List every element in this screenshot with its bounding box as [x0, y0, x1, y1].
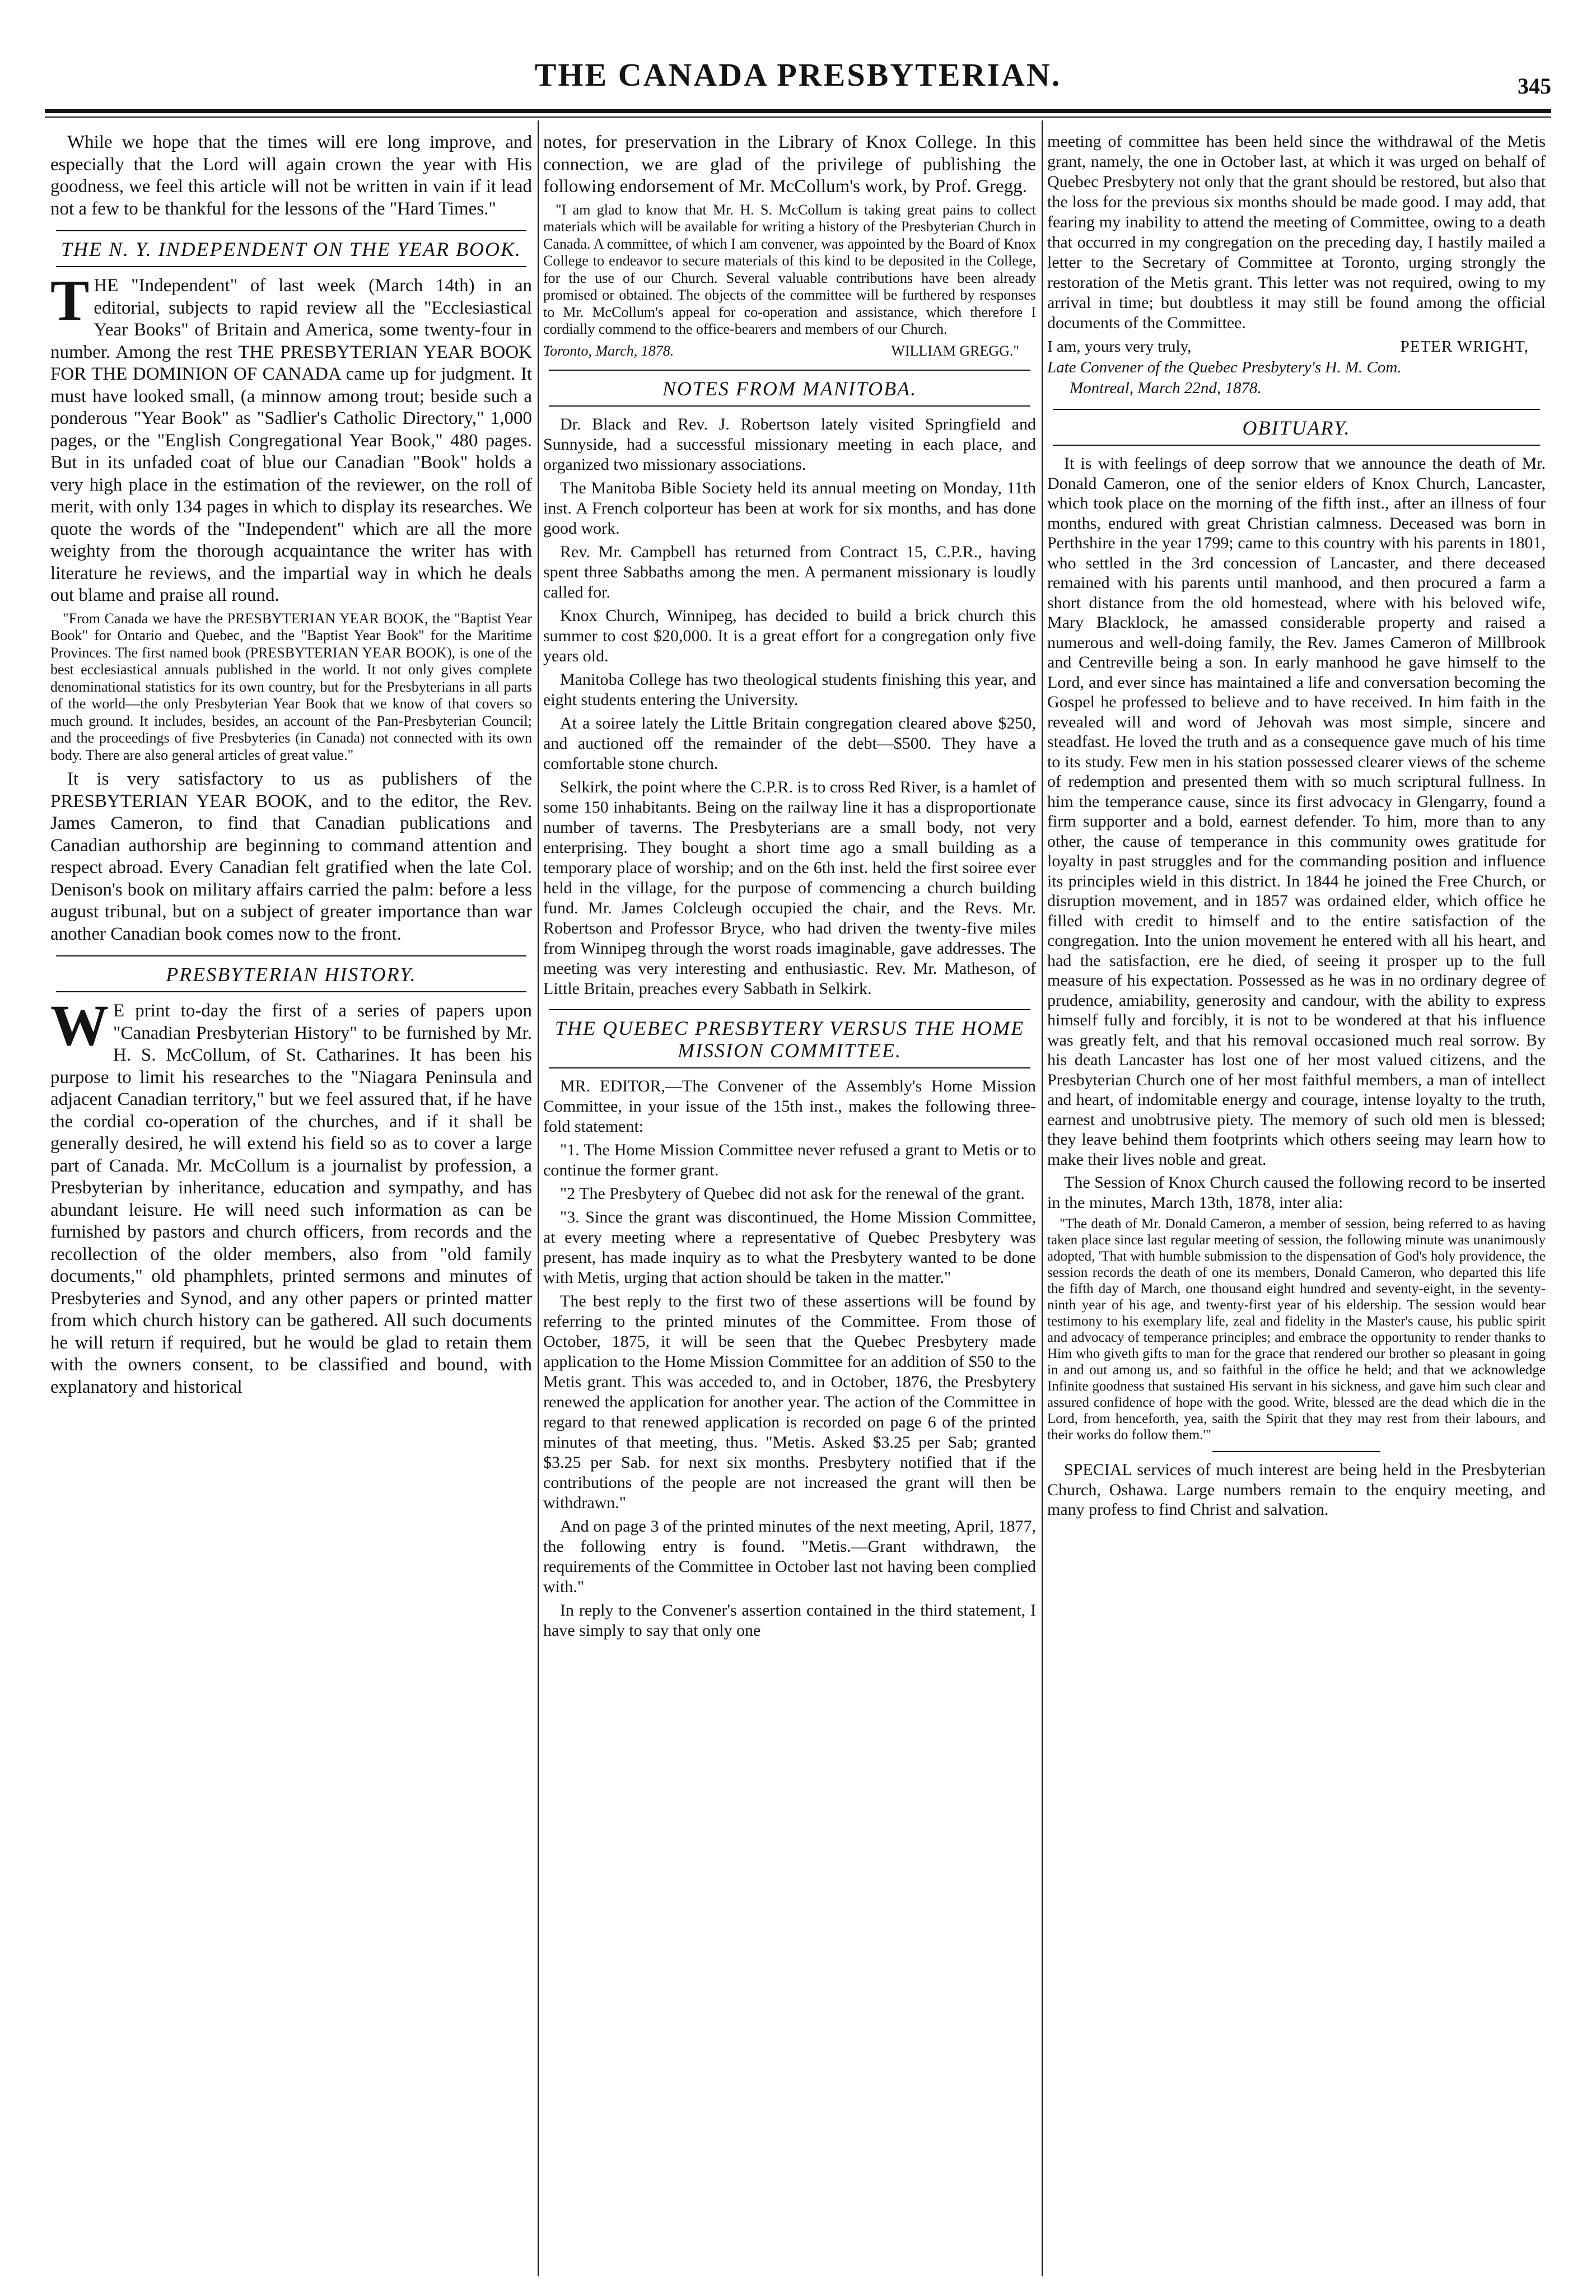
independent-quote: "From Canada we have the PRESBYTERIAN YEAR BOOK, the "Baptist Year Book" for Ontario and Quebec, and the "Baptist Year Book" for the Maritime Provinces. The first named book (PRESBYTERIAN YEAR BOOK), is one of the best ecclesiastical annuals published in the world. It not only gives complete denominational statistics for its own country, but for the Presbyterians in all parts of the world—the only Presbyterian Year Book that we know of that covers so much ground. It includes, besides, an account of the Pan-Presbyterian Council; and the proceedings of five Presbyteries (in Canada) not connected with its own body. There are also general articles of great value."	[50, 610, 532, 763]
separator-rule	[1212, 1451, 1380, 1452]
manitoba-note: Rev. Mr. Campbell has returned from Contract 15, C.P.R., having spent three Sabbaths among the men. A permanent missionary is loudly called for.	[543, 543, 1036, 601]
manitoba-note: Dr. Black and Rev. J. Robertson lately visited Springfield and Sunnyside, had a successful missionary meeting in each place, and organized two missionary associations.	[543, 415, 1036, 474]
manitoba-note: Knox Church, Winnipeg, has decided to build a brick church this summer to cost $20,000. It is a great effort for a congregation only five years old.	[543, 606, 1036, 665]
heading-independent-year-book: THE N. Y. INDEPENDENT ON THE YEAR BOOK.	[56, 230, 526, 267]
history-continued-paragraph: notes, for preservation in the Library of Knox College. In this connection, we are glad of the privilege of publishing the following endorsement of Mr. McCollum's work, by Prof. Gregg.	[543, 132, 1036, 197]
gregg-signature	[543, 343, 1036, 360]
heading-obituary: OBITUARY.	[1053, 409, 1540, 446]
oshawa-notice: SPECIAL services of much interest are being held in the Presbyterian Church, Oshawa. Large numbers remain to the enquiry meeting, and many profess to find Christ and salvation.	[1047, 1460, 1546, 1519]
column-2	[543, 132, 1036, 2276]
heading-quebec-presbytery: THE QUEBEC PRESBYTERY VERSUS THE HOME MISSION COMMITTEE.	[549, 1009, 1030, 1068]
masthead-title: THE CANADA PRESBYTERIAN.	[534, 57, 1062, 93]
heading-notes-from-manitoba: NOTES FROM MANITOBA.	[549, 370, 1030, 407]
drop-cap-t: T	[50, 268, 90, 333]
quebec-letter-paragraph: MR. EDITOR,—The Convener of the Assembly's Home Mission Committee, in your issue of the 15th inst., makes the following three-fold statement:	[543, 1077, 1036, 1136]
masthead-rule-thin	[45, 116, 1551, 118]
column-3	[1047, 132, 1546, 2276]
column-1	[50, 132, 532, 2276]
letter-place-date: Montreal, March 22nd, 1878.	[1070, 379, 1262, 397]
quebec-letter-paragraph: "2 The Presbytery of Quebec did not ask for the renewal of the grant.	[560, 1184, 1025, 1203]
manitoba-note: At a soiree lately the Little Britain congregation cleared above $250, and auctioned off the remainder of the debt—$500. They have a comfortable stone church.	[543, 714, 1036, 773]
column-divider-1	[538, 120, 539, 2276]
quebec-letter-paragraph: "1. The Home Mission Committee never refused a grant to Metis or to continue the former grant.	[543, 1141, 1036, 1179]
quebec-letter-paragraph: "3. Since the grant was discontinued, the Home Mission Committee, at every meeting where a representative of Quebec Presbytery was present, has made inquiry as to what the Presbytery wanted to be done with Metis, urging that action should be taken in the matter."	[543, 1208, 1036, 1287]
quebec-letter-paragraph: In reply to the Convener's assertion contained in the third statement, I have simply to say that only one	[543, 1601, 1036, 1640]
gregg-endorsement-quote: "I am glad to know that Mr. H. S. McCollum is taking great pains to collect materials which will be available for writing a history of the Presbyterian Church in Canada. A committee, of which I am convener, was appointed by the Board of Knox College to endeavor to secure materials of this kind to be deposited in the College, for the use of our Church. Several valuable contributions have been already promised or obtained. The objects of the committee will be furthered by responses to Mr. McCollum's appeal for co-operation and assistance, which therefore I cordially commend to the office-bearers and members of our Church.	[543, 201, 1036, 337]
quebec-letter-paragraph: And on page 3 of the printed minutes of the next meeting, April, 1877, the following entry is found. "Metis.—Grant withdrawn, the requirements of the Committee in October last not having been complied with."	[543, 1517, 1036, 1596]
satisfactory-paragraph: It is very satisfactory to us as publishers of the PRESBYTERIAN YEAR BOOK, and to the editor, the Rev. James Cameron, to find that Canadian publications and Canadian authorship are beginning to command attention and respect abroad. Every Canadian felt gratified when the late Col. Denison's book on military affairs carried the palm: before a less august tribunal, but on a subject of greater importance than war another Canadian book comes now to the front.	[50, 769, 532, 944]
heading-presbyterian-history: PRESBYTERIAN HISTORY.	[56, 955, 526, 992]
independent-paragraph-text: HE "Independent" of last week (March 14th) in an editorial, subjects to rapid review all the "Ecclesiastical Year Books" of Britain and America, some twenty-four in number. Among the rest THE PRESBYTERIAN YEAR BOOK FOR THE DOMINION OF CANADA came up for judgment. It must have looked small, (a minnow among trout; beside such a ponderous "Year Book" as "Sadlier's Catholic Directory," 1,000 pages, or the "English Congregational Year Book," 480 pages. But in its unfaded coat of blue our Canadian "Book" holds a very high place in the estimation of the reviewer, on the roll of merit, with only 134 pages in which to display its researches. We quote the words of the "Independent" which are all the more weighty from the thorough acquaintance the writer has with literature he reviews, and the impartial way in which he deals out blame and praise all round.	[50, 276, 532, 605]
session-record-intro: The Session of Knox Church caused the following record to be inserted in the minutes, March 13th, 1878, inter alia:	[1047, 1173, 1546, 1212]
manitoba-note: Selkirk, the point where the C.P.R. is to cross Red River, is a hamlet of some 150 inhabitants. Being on the railway line it has a disproportionate number of taverns. The Presbyterians are a small body, not very enterprising. They bought a short time ago a small building as a temporary place of worship; and on the 6th inst. held the first soiree ever held in the village, for the purpose of commencing a church building fund. Mr. James Colcleugh occupied the chair, and the Revs. Mr. Robertson and Professor Bryce, who had driven the twenty-five miles from Winnipeg through the worst roads imaginable, gave addresses. The meeting was very interesting and enthusiastic. Rev. Mr. Matheson, of Little Britain, preaches every Sabbath in Selkirk.	[543, 778, 1036, 998]
masthead-rule-thick	[45, 109, 1551, 113]
quebec-letter-continued: meeting of committee has been held since the withdrawal of the Metis grant, namely, the one in October last, at which it was urged on behalf of Quebec Presbytery not only that the grant should be restored, but also that the loss for the previous six months should be made good. I may add, that fearing my inability to attend the meeting of Committee, owing to a death that occurred in my congregation on the preceding day, I hastily mailed a letter to the Secretary of Committee at Toronto, urging strongly the restoration of the Metis grant. This letter was not required, owing to my arrival in time; but doubtless it may still be found among the official documents of the Committee.	[1047, 132, 1546, 332]
intro-paragraph: While we hope that the times will ere long improve, and especially that the Lord will again crown the year with His goodness, we feel this article will not be written in vain if it lead not a few to be thankful for the lessons of the "Hard Times."	[50, 132, 532, 219]
drop-cap-w: W	[50, 993, 109, 1058]
session-minute-quote: "The death of Mr. Donald Cameron, a member of session, being referred to as having taken place since last regular meeting of session, the following minute was unanimously adopted, 'That with humble submission to the dispensation of God's holy providence, the session records the death of one its members, Donald Cameron, who departed this life the fifth day of March, one thousand eight hundred and seventy-eight, in the seventy-ninth year of his age, and twenty-first year of his eldership. The session would bear testimony to his exemplary life, zeal and fidelity in the Master's cause, his public spirit and advocacy of temperance principles; and embrace the opportunity to render thanks to Him who giveth gifts to man for the grace that rendered our brother so pleasant in going in and out among us, and so faithful in the office he held; and that we acknowledge Infinite goodness that sustained His servant in his sickness, and gave him such clear and assured confidence of hope with the good. Write, blessed are the dead which die in the Lord, from henceforth, yea, saith the Spirit that they may rest from their labours, and their works do follow them.'"	[1047, 1216, 1546, 1443]
page-number: 345	[1518, 73, 1551, 99]
manitoba-note: The Manitoba Bible Society held its annual meeting on Monday, 11th inst. A French colporteur has been at work for six months, and has done good work.	[543, 479, 1036, 538]
manitoba-note: Manitoba College has two theological students finishing this year, and eight students entering the University.	[543, 670, 1036, 709]
gregg-name: WILLIAM GREGG."	[891, 342, 1019, 359]
letter-closing: I am, yours very truly,	[1047, 338, 1192, 356]
letter-signoff	[1047, 337, 1546, 357]
letter-signer: PETER WRIGHT,	[1400, 338, 1529, 356]
masthead	[45, 50, 1551, 106]
gregg-place-date: Toronto, March, 1878.	[543, 342, 674, 359]
signer-title: Late Convener of the Quebec Presbytery's H. M. Com.	[1047, 358, 1402, 376]
column-divider-2	[1042, 120, 1043, 2276]
independent-paragraph	[50, 268, 532, 607]
obituary-paragraph: It is with feelings of deep sorrow that we announce the death of Mr. Donald Cameron, one of the senior elders of Knox Church, Lancaster, which took place on the morning of the fifth inst., after an illness of four months, endured with great Christian calmness. Deceased was born in Perthshire in the year 1799; came to this country with his parents in 1801, who settled in the 3rd concession of Lancaster, and there deceased remained with his parents until manhood, and then procured a farm a short distance from the old homestead, where with his beloved wife, Mary Blacklock, he amassed considerable property and raised a numerous and well-doing family, the Rev. James Cameron of Millbrook and Centreville being a son. In early manhood he gave himself to the Lord, and ever since has maintained a life and conversation becoming the Gospel he professed to believe and to have received. In him faith in the revealed will and word of Jehovah was most simple, sincere and steadfast. He loved the truth and as a consequence gave much of his time to its study. Few men in his station possessed clearer views of the scheme of redemption and presented them with so much scriptural fullness. In him the temperance cause, since its first advocacy in Glengarry, found a firm supporter and a bold, earnest defender. To him, more than to any other, the cause of temperance in this community owes gratitude for loyalty in past struggles and for the commanding position and influence its principles wield in this district. In 1844 he joined the Free Church, or disruption movement, and in 1857 was ordained elder, which office he filled with credit to himself and to the entire satisfaction of the congregation. Into the union movement he entered with all his heart, and had the satisfaction, ere he died, of seeing it prosper up to the full measure of his expectation. Possessed as he was in no ordinary degree of prudence, amiability, generosity and candour, with the ability to express himself fully and forcibly, it is not to be wondered at that his influence was greatly felt, and that his removal occasioned much real sorrow. By his death Lancaster has lost one of her most valued citizens, and the Presbyterian Church one of her most faithful members, a man of intellect and heart, of indomitable energy and courage, intense loyalty to the truth, earnest and unobtrusive piety. The memory of such old men is blessed; they leave behind them footprints which others seeing may learn how to make their lives noble and great.	[1047, 454, 1546, 1169]
history-paragraph	[50, 993, 532, 1398]
history-paragraph-text: E print to-day the first of a series of papers upon "Canadian Presbyterian History" to be furnished by Mr. H. S. McCollum, of St. Catharines. It has been his purpose to limit his researches to the "Niagara Peninsula and adjacent Canadian territory," but we feel assured that, if he have the cordial co-operation of the churches, and if it shall be generally desired, he will extend his field so as to cover a large part of Canada. Mr. McCollum is a journalist by profession, a Presbyterian by inheritance, education and sympathy, and has abundant leisure. He will need such information as can be furnished by pastors and church officers, from records and the recollection of the older members, also from "old family documents," old phamphlets, printed sermons and minutes of Presbyteries and Synod, and any other papers or printed matter from which church history can be gathered. All such documents he will return if required, but he would be glad to retain them with the owners consent, to be classified and bound, with explanatory and historical	[50, 1001, 532, 1397]
quebec-letter-paragraph: The best reply to the first two of these assertions will be found by referring to the printed minutes of the Committee. From those of October, 1875, it will be seen that the Quebec Presbytery made application to the Home Mission Committee for an addition of $50 to the Metis grant. This was acceded to, and in October, 1876, the Presbytery renewed the application for another year. The action of the Committee in regard to that renewed application is recorded on page 6 of the printed minutes of that meeting, thus. "Metis. Asked $3.25 per Sab; granted $3.25 per Sab. for next six months. Presbytery notified that if the contributions of the people are not increased the grant will then be withdrawn."	[543, 1292, 1036, 1512]
